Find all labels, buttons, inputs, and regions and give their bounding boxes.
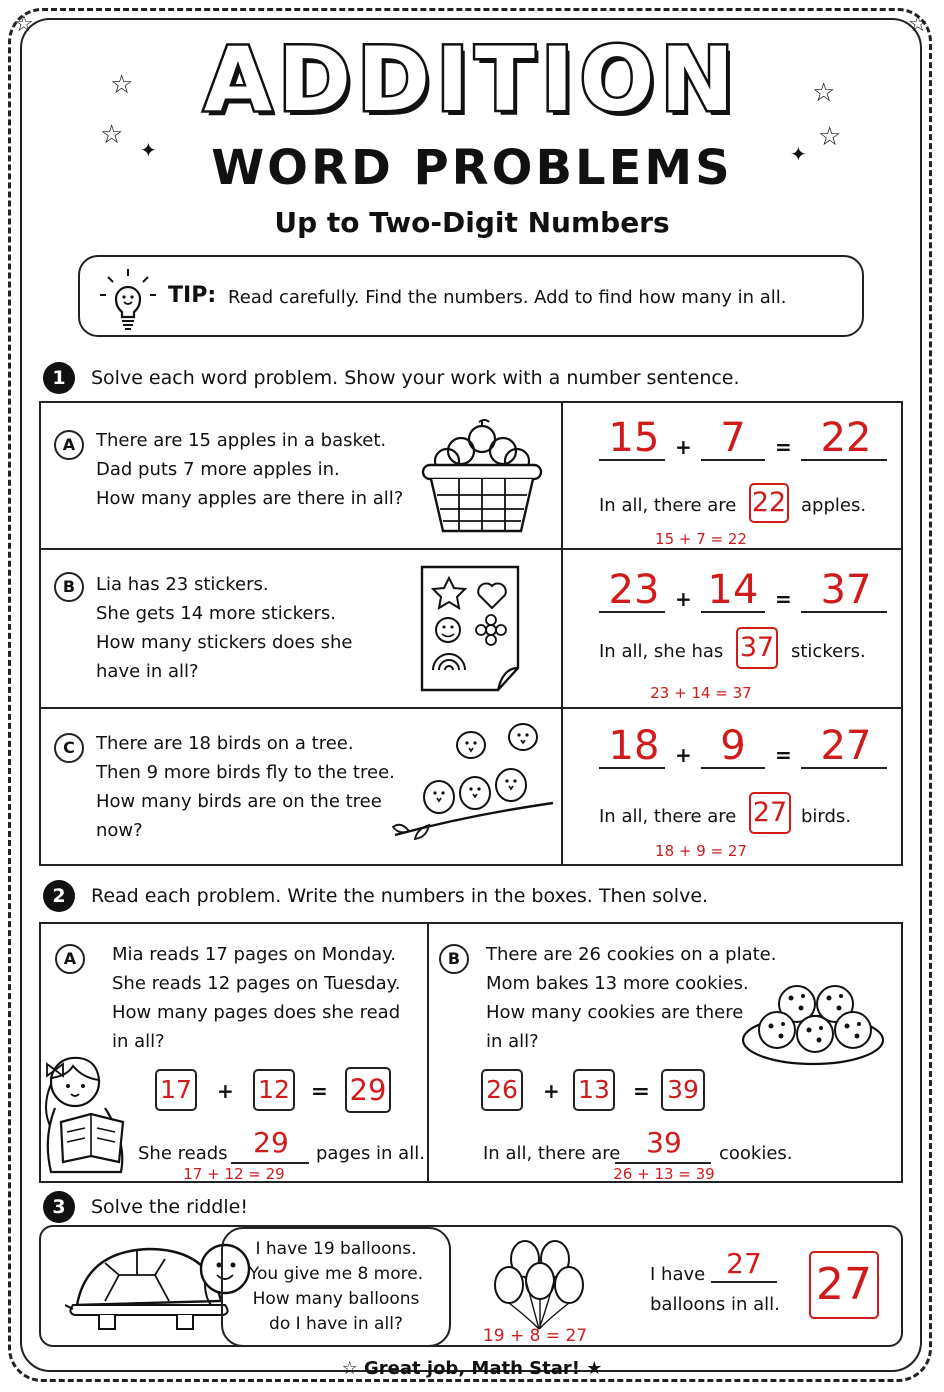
footer	[0, 1358, 944, 1379]
speech-bubble	[221, 1227, 451, 1347]
answer-prefix: In all, there are	[599, 495, 737, 516]
problem-letter: C	[54, 733, 84, 763]
answer-value: 39	[646, 1126, 682, 1159]
answer-line	[701, 767, 765, 769]
answer-prefix: In all, there are	[483, 1143, 621, 1164]
answer-suffix: balloons in all.	[650, 1294, 780, 1315]
answer-value: 27	[726, 1247, 762, 1280]
answer-suffix: birds.	[801, 806, 852, 827]
problem-row	[41, 403, 901, 550]
problem-text: Mia reads 17 pages on Monday. She reads 12 pages on Tuesday. How many pages does she read in all?	[112, 944, 401, 1052]
answer-line	[801, 611, 887, 613]
page-subtitle: WORD PROBLEMS	[211, 140, 733, 196]
bubble-line: How many balloons	[252, 1289, 420, 1309]
addend-1: 15	[608, 415, 660, 461]
lightbulb-icon	[98, 267, 158, 333]
answer-suffix: stickers.	[791, 641, 866, 662]
answer-box: 37	[736, 627, 778, 669]
section-2-number: 2	[43, 880, 75, 912]
bubble-line: You give me 8 more.	[248, 1264, 424, 1284]
addend-2: 9	[720, 723, 746, 769]
number-sentence: 17 + 12 = 29	[183, 1165, 285, 1183]
section-3-number: 3	[43, 1191, 75, 1223]
problem-letter: B	[439, 944, 469, 974]
plus-sign: +	[543, 1079, 560, 1103]
answer-prefix: She reads	[138, 1143, 228, 1164]
star-icon: ☆	[818, 122, 842, 152]
answer-line	[801, 459, 887, 461]
equals-sign: =	[775, 435, 792, 459]
addend-1: 23	[608, 567, 660, 613]
equals-sign: =	[775, 587, 792, 611]
apple-basket-icon	[419, 417, 545, 535]
star-icon: ☆	[110, 70, 134, 100]
birds-on-branch-icon	[389, 719, 555, 845]
footer-text: Great job, Math Star!	[364, 1358, 580, 1379]
star-icon: ★	[586, 1358, 603, 1379]
answer-line	[599, 611, 665, 613]
sum: 27	[820, 723, 872, 769]
number-sentence: 26 + 13 = 39	[613, 1165, 715, 1183]
section-2-table	[39, 922, 903, 1183]
plus-sign: +	[675, 743, 692, 767]
equals-sign: =	[775, 743, 792, 767]
answer-line	[231, 1162, 309, 1164]
sum: 22	[820, 415, 872, 461]
answer-box: 27	[749, 792, 791, 834]
answer-suffix: cookies.	[719, 1143, 793, 1164]
addend-2: 14	[707, 567, 759, 613]
answer-line	[701, 611, 765, 613]
addend-2: 7	[720, 415, 746, 461]
answer-line	[711, 1281, 777, 1283]
sparkle-icon: ✦	[790, 142, 807, 166]
answer-box: 22	[749, 483, 789, 523]
final-answer-box: 27	[809, 1251, 879, 1319]
number-sentence: 18 + 9 = 27	[655, 842, 747, 860]
number-box: 12	[253, 1069, 295, 1111]
riddle-box	[39, 1225, 903, 1347]
section-3-title: Solve the riddle!	[91, 1196, 248, 1218]
girl-reading-icon	[35, 1048, 135, 1180]
answer-prefix: In all, there are	[599, 806, 737, 827]
problem-text: There are 15 apples in a basket. Dad puts 7 more apples in. How many apples are there in all?	[96, 430, 404, 509]
balloons-icon	[489, 1237, 589, 1333]
star-icon: ☆	[812, 78, 836, 108]
answer-line	[599, 459, 665, 461]
divider	[427, 924, 429, 1181]
tip-text: Read carefully. Find the numbers. Add to find how many in all.	[228, 287, 787, 308]
number-box: 26	[481, 1069, 523, 1111]
plus-sign: +	[675, 435, 692, 459]
bubble-line: I have 19 balloons.	[255, 1239, 417, 1259]
problem-text: There are 18 birds on a tree. Then 9 more birds fly to the tree. How many birds are on the tree now?	[96, 733, 395, 841]
star-icon: ☆	[341, 1358, 358, 1379]
problem-letter: A	[55, 944, 85, 974]
number-sentence: 19 + 8 = 27	[482, 1326, 588, 1346]
plus-sign: +	[217, 1079, 234, 1103]
answer-line	[615, 1162, 711, 1164]
bubble-line: do I have in all?	[269, 1314, 403, 1334]
answer-line	[701, 459, 765, 461]
page-subtitle-2: Up to Two-Digit Numbers	[274, 206, 670, 239]
answer-value: 29	[253, 1126, 289, 1159]
sticker-sheet-icon	[419, 564, 523, 694]
tip-label: TIP:	[168, 283, 217, 308]
problem-text: There are 26 cookies on a plate. Mom bakes 13 more cookies. How many cookies are there in all?	[486, 944, 777, 1052]
star-icon: ☆	[14, 12, 34, 37]
plus-sign: +	[675, 587, 692, 611]
equals-sign: =	[311, 1079, 328, 1103]
section-1-table	[39, 401, 903, 866]
section-2-title: Read each problem. Write the numbers in the boxes. Then solve.	[91, 885, 709, 907]
star-icon: ☆	[100, 120, 124, 150]
answer-line	[599, 767, 665, 769]
answer-prefix: In all, she has	[599, 641, 724, 662]
page-title: ADDITION	[203, 28, 741, 131]
number-sentence: 23 + 14 = 37	[650, 684, 752, 702]
number-box: 17	[155, 1069, 197, 1111]
answer-suffix: pages in all.	[316, 1143, 425, 1164]
section-1-title: Solve each word problem. Show your work with a number sentence.	[91, 367, 740, 389]
tip-box	[78, 255, 864, 337]
answer-suffix: apples.	[801, 495, 867, 516]
number-box: 29	[345, 1067, 391, 1113]
answer-line	[801, 767, 887, 769]
number-box: 39	[661, 1069, 705, 1111]
problem-text: Lia has 23 stickers. She gets 14 more stickers. How many stickers does she have in all?	[96, 574, 353, 682]
cookie-plate-icon	[739, 978, 887, 1068]
number-box: 13	[573, 1069, 615, 1111]
problem-letter: B	[54, 572, 84, 602]
equals-sign: =	[633, 1079, 650, 1103]
problem-letter: A	[54, 430, 84, 460]
addend-1: 18	[608, 723, 660, 769]
sparkle-icon: ✦	[140, 138, 157, 162]
answer-prefix: I have	[650, 1264, 706, 1285]
number-sentence: 15 + 7 = 22	[655, 530, 747, 548]
section-1-number: 1	[43, 362, 75, 394]
sum: 37	[820, 567, 872, 613]
star-icon: ☆	[908, 12, 928, 37]
